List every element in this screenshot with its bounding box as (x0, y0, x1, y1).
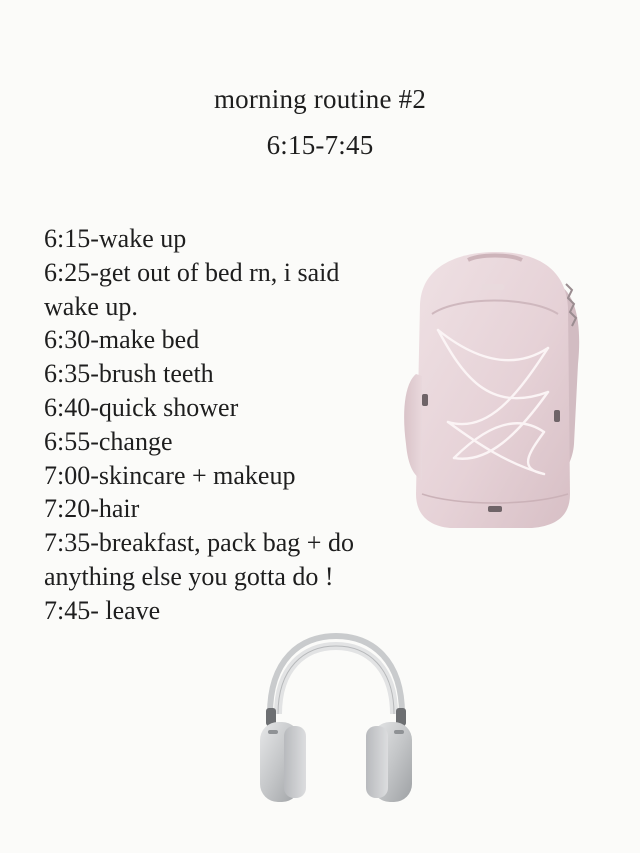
routine-item: 7:35-breakfast, pack bag + do anything else you gotta do ! (44, 528, 354, 591)
routine-list (44, 222, 394, 628)
routine-item: 6:15-wake up (44, 224, 187, 253)
headphones-image (256, 630, 416, 810)
routine-item: 6:55-change (44, 426, 173, 456)
page-title: morning routine #2 (213, 84, 427, 114)
routine-item: 6:40-quick shower (44, 392, 239, 422)
routine-item: 6:25-get out of bed rn, i said wake up. (44, 257, 340, 321)
routine-item: 6:30-make bed (44, 325, 200, 355)
routine-item: 7:45- leave (44, 595, 161, 625)
routine-item: 6:35-brush teeth (44, 359, 214, 389)
routine-item: 7:00-skincare + makeup (44, 460, 296, 490)
time-range: 6:15-7:45 (266, 130, 374, 160)
routine-item: 7:20-hair (44, 494, 140, 524)
backpack-image (398, 244, 588, 534)
